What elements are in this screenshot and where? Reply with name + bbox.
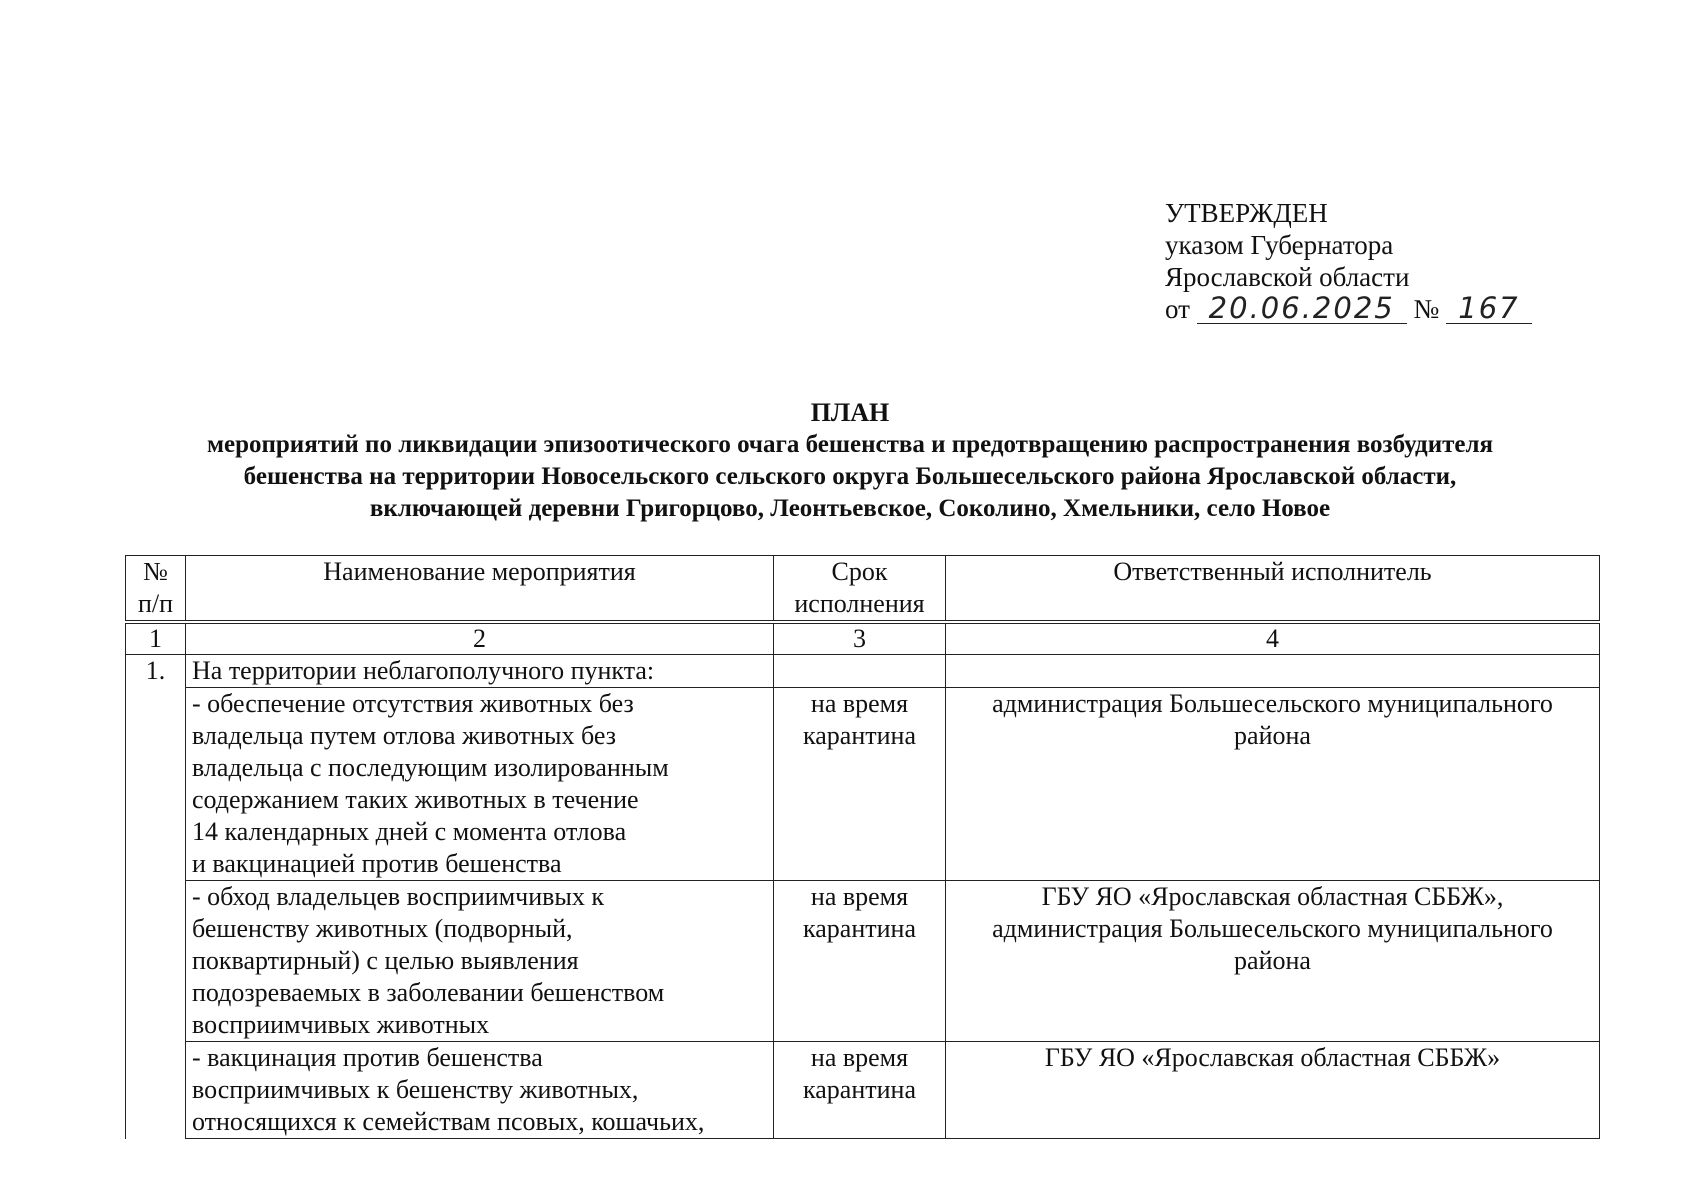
row-name: - вакцинация против бешенства восприимчивых к бешенству животных, относящихся к семействам псовых, кошачьих,: [186, 1042, 774, 1139]
column-number-row: [126, 622, 1600, 655]
approval-date-line: [1165, 293, 1565, 325]
column-number-1: 1: [126, 622, 186, 655]
row-term: на время карантина: [774, 881, 946, 1042]
plan-table: [125, 555, 1600, 1139]
row-executor: ГБУ ЯО «Ярославская областная СББЖ»: [946, 1042, 1600, 1139]
header-term: Срок исполнения: [774, 556, 946, 623]
approval-number-field: [1446, 291, 1532, 325]
title-line-1: мероприятий по ликвидации эпизоотического очага бешенства и предотвращению распространения возбудителя: [206, 431, 1494, 458]
approval-by: указом Губернатора: [1165, 230, 1394, 260]
header-num: № п/п: [126, 556, 186, 623]
column-number-2: 2: [186, 622, 774, 655]
row-term: на время карантина: [774, 1042, 946, 1139]
approval-stamp: [1165, 197, 1565, 325]
approval-date-field: [1197, 291, 1407, 325]
approval-number: 167: [1458, 291, 1520, 325]
title-heading: ПЛАН: [810, 398, 890, 427]
approval-region: Ярославской области: [1165, 262, 1410, 292]
row-name: - обеспечение отсутствия животных без владельца путем отлова животных без владельца с последующим изолированным содержанием таких животных в течение 14 календарных дней с момента отлова и вакцинацией против бешенства: [186, 688, 774, 881]
title-line-3: включающей деревни Григорцово, Леонтьевское, Соколино, Хмельники, село Новое: [369, 495, 1331, 522]
row-executor: ГБУ ЯО «Ярославская областная СББЖ», администрация Большесельского муниципального района: [946, 881, 1600, 1042]
section-title: На территории неблагополучного пункта:: [186, 655, 774, 688]
section-term-empty: [774, 655, 946, 688]
approval-status: УТВЕРЖДЕН: [1165, 198, 1328, 228]
header-executor: Ответственный исполнитель: [946, 556, 1600, 623]
row-executor: администрация Большесельского муниципального района: [946, 688, 1600, 881]
row-term: на время карантина: [774, 688, 946, 881]
approval-date: 20.06.2025: [1208, 291, 1395, 325]
column-number-4: 4: [946, 622, 1600, 655]
header-name: Наименование мероприятия: [186, 556, 774, 623]
date-prefix: от: [1165, 294, 1190, 324]
table-row: [126, 1042, 1600, 1139]
number-sign: №: [1413, 294, 1440, 324]
column-number-3: 3: [774, 622, 946, 655]
table-header-row: [126, 556, 1600, 623]
section-num: 1.: [126, 655, 186, 1139]
document-title: [100, 397, 1600, 525]
section-executor-empty: [946, 655, 1600, 688]
section-row: [126, 655, 1600, 688]
row-name: - обход владельцев восприимчивых к бешенству животных (подворный, поквартирный) с целью выявления подозреваемых в заболевании бешенством восприимчивых животных: [186, 881, 774, 1042]
title-line-2: бешенства на территории Новосельского сельского округа Большесельского района Ярославской области,: [243, 463, 1457, 490]
table-row: [126, 688, 1600, 881]
table-row: [126, 881, 1600, 1042]
